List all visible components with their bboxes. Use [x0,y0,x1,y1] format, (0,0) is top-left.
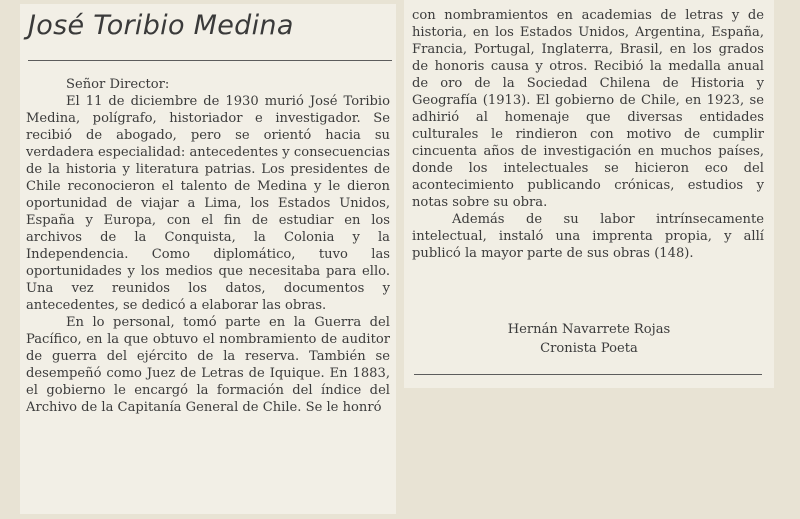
left-column [20,4,396,514]
paragraph: Además de su labor intrínsecamente intelectual, instaló una imprenta propia, y allí publicó la mayor parte de sus obras (148). [412,212,764,261]
salutation: Señor Director: [66,77,170,92]
signature-role: Cronista Poeta [540,341,638,356]
paragraph: En lo personal, tomó parte en la Guerra del Pacífico, en la que obtuvo el nombramiento de auditor de guerra del ejército de la reserva. También se desempeñó como Juez de Letras de Iquique. En 1883, el gobierno le encargó la formación del índice del Archivo de la Capitanía General de Chile. Se le honró [26,315,390,415]
signature-name: Hernán Navarrete Rojas [507,322,671,337]
left-column-text [26,76,390,416]
paragraph: con nombramientos en academias de letras y de historia, en los Estados Unidos, Argentina, España, Francia, Portugal, Inglaterra, Brasil, en los grados de honoris causa y otros. Recibió la medalla anual de oro de la Sociedad Chilena de Historia y Geografía (1913). El gobierno de Chile, en 1923, se adhirió al homenaje que diversas entidades culturales le rindieron con motivo de cumplir cincuenta años de investigación en muchos países, donde los intelectuales se hicieron eco del acontecimiento publicando crónicas, estudios y notas sobre su obra. [412,8,764,210]
paragraph: El 11 de diciembre de 1930 murió José Toribio Medina, polígrafo, historiador e investigador. Se recibió de abogado, pero se orientó hacia su verdadera especialidad: antecedentes y consecuencias de la historia y literatura patrias. Los presidentes de Chile reconocieron el talento de Medina y le dieron oportunidad de viajar a Lima, los Estados Unidos, España y Europa, con el fin de estudiar en los archivos de la Conquista, la Colonia y la Independencia. Como diplomático, tuvo las oportunidades y los medios que necesitaba para ello. Una vez reunidos los datos, documentos y antecedentes, se dedicó a elaborar las obras. [26,94,390,313]
right-column [404,0,774,388]
article-title: José Toribio Medina [28,10,294,41]
closing-rule [414,374,762,375]
title-rule [28,60,392,61]
right-column-text [412,7,764,262]
